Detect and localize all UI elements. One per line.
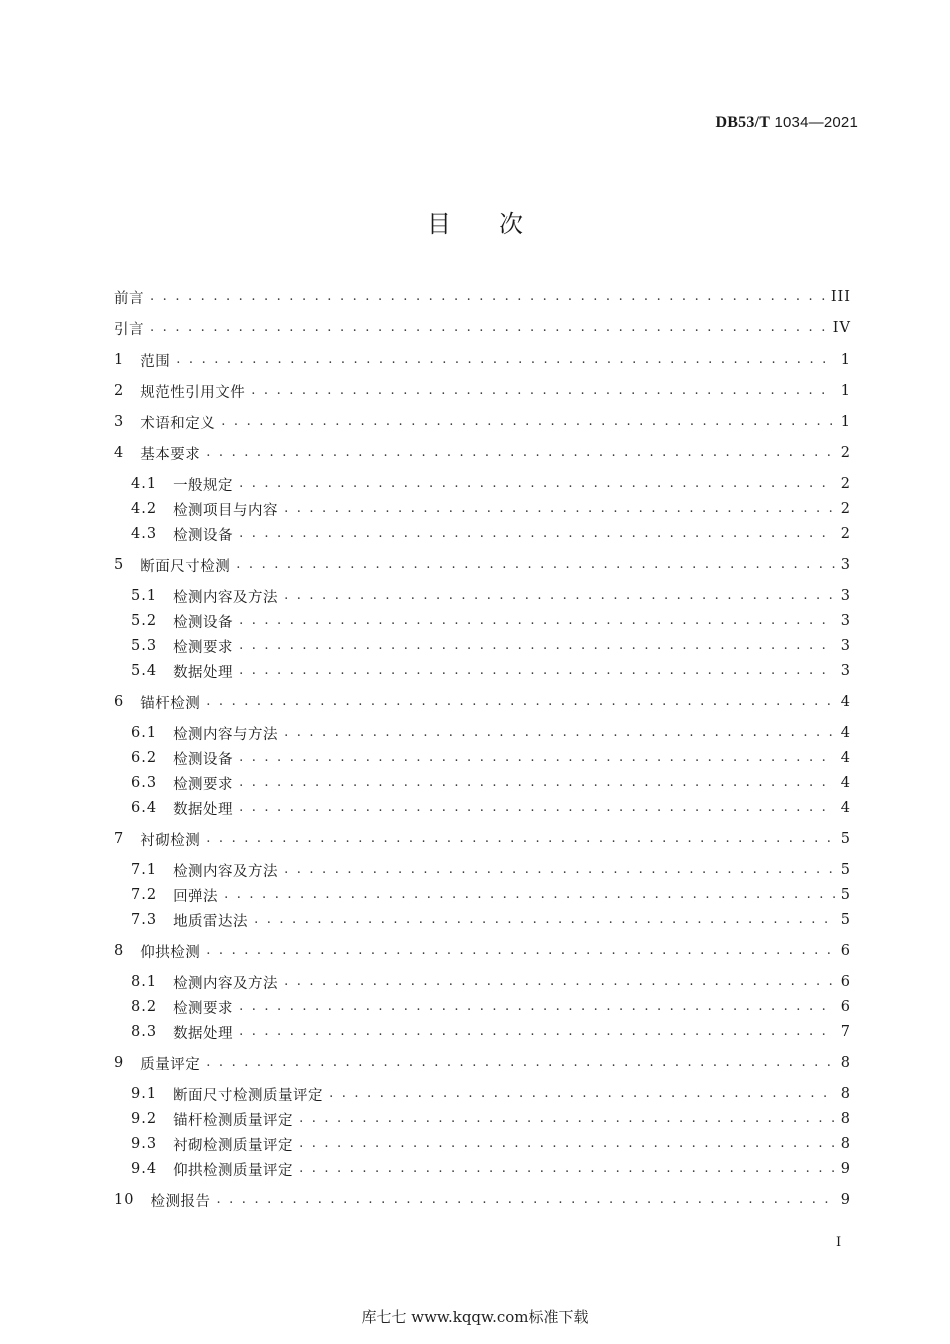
toc-dot-leader	[239, 659, 835, 683]
toc-dot-leader	[329, 1082, 835, 1106]
toc-entry-number: 1	[114, 352, 125, 368]
toc-entry[interactable]	[131, 522, 851, 546]
toc-entry-label: 数据处理	[173, 1025, 234, 1042]
toc-entry[interactable]	[114, 348, 851, 372]
toc-entry-page: 3	[840, 663, 851, 679]
toc-entry-number: 8	[114, 943, 125, 959]
toc-entry[interactable]	[131, 1132, 851, 1156]
toc-entry-page: III	[830, 289, 851, 305]
toc-dot-leader	[251, 379, 835, 403]
toc-entry-number: 6.4	[131, 800, 158, 816]
document-code	[716, 114, 858, 132]
toc-entry-page: 5	[840, 862, 851, 878]
toc-entry-number: 2	[114, 383, 125, 399]
toc-entry[interactable]	[114, 827, 851, 851]
toc-entry-label: 衬砌检测	[140, 832, 201, 849]
toc-entry[interactable]	[131, 746, 851, 770]
toc-entry-page: 8	[840, 1136, 851, 1152]
toc-entry-number: 9.4	[131, 1161, 158, 1177]
toc-entry-page: 4	[840, 694, 851, 710]
toc-dot-leader	[206, 1051, 835, 1075]
toc-entry-page: 4	[840, 800, 851, 816]
toc-entry[interactable]	[131, 796, 851, 820]
toc-entry[interactable]	[131, 883, 851, 907]
toc-entry-page: 1	[840, 352, 851, 368]
toc-entry-label: 检测设备	[173, 527, 234, 544]
toc-entry-label: 断面尺寸检测	[140, 558, 231, 575]
toc-entry-page: 6	[840, 943, 851, 959]
toc-dot-leader	[239, 522, 835, 546]
toc-entry-page: 1	[840, 414, 851, 430]
toc-dot-leader	[206, 690, 835, 714]
toc-dot-leader	[206, 827, 835, 851]
toc-entry[interactable]	[114, 1188, 851, 1212]
toc-entry-label: 一般规定	[173, 477, 234, 494]
toc-entry-page: 2	[840, 476, 851, 492]
toc-dot-leader	[239, 771, 835, 795]
toc-entry-number: 5.2	[131, 613, 158, 629]
toc-entry-number: 6.1	[131, 725, 158, 741]
toc-entry-page: IV	[832, 320, 851, 336]
toc-entry-page: 2	[840, 445, 851, 461]
toc-dot-leader	[224, 883, 835, 907]
toc-entry-label: 检测内容及方法	[173, 863, 279, 880]
toc-dot-leader	[299, 1157, 835, 1181]
toc-entry[interactable]	[114, 379, 851, 403]
toc-entry[interactable]	[131, 497, 851, 521]
toc-dot-leader	[299, 1107, 835, 1131]
toc-entry-page: 3	[840, 557, 851, 573]
toc-entry-page: 9	[840, 1192, 851, 1208]
toc-entry-number: 7.3	[131, 912, 158, 928]
toc-dot-leader	[239, 796, 835, 820]
toc-dot-leader	[221, 410, 835, 434]
toc-entry-label: 引言	[114, 321, 144, 338]
toc-entry[interactable]	[131, 1107, 851, 1131]
toc-entry-number: 10	[114, 1192, 135, 1208]
toc-entry-number: 5	[114, 557, 125, 573]
toc-entry[interactable]	[131, 970, 851, 994]
toc-entry-number: 5.3	[131, 638, 158, 654]
toc-entry-number: 7.2	[131, 887, 158, 903]
toc-entry-number: 4.3	[131, 526, 158, 542]
toc-dot-leader	[239, 609, 835, 633]
toc-entry[interactable]	[114, 939, 851, 963]
toc-entry-page: 8	[840, 1111, 851, 1127]
toc-entry-number: 8.3	[131, 1024, 158, 1040]
toc-entry[interactable]	[131, 609, 851, 633]
toc-entry-page: 5	[840, 831, 851, 847]
toc-entry-label: 前言	[114, 290, 144, 307]
toc-dot-leader	[206, 441, 835, 465]
toc-dot-leader	[150, 316, 827, 340]
toc-entry-page: 3	[840, 588, 851, 604]
toc-entry[interactable]	[131, 1020, 851, 1044]
toc-dot-leader	[239, 634, 835, 658]
toc-entry-label: 锚杆检测	[140, 695, 201, 712]
toc-entry[interactable]	[131, 659, 851, 683]
page-title-char: 目	[427, 210, 451, 238]
toc-entry[interactable]	[131, 1082, 851, 1106]
toc-entry-label: 衬砌检测质量评定	[173, 1137, 294, 1154]
toc-entry-page: 9	[840, 1161, 851, 1177]
toc-dot-leader	[299, 1132, 835, 1156]
toc-entry-label: 检测要求	[173, 639, 234, 656]
toc-entry-label: 地质雷达法	[173, 913, 249, 930]
toc-entry-label: 断面尺寸检测质量评定	[173, 1087, 324, 1104]
toc-entry-page: 2	[840, 501, 851, 517]
document-code-prefix: DB53/T	[715, 114, 771, 131]
toc-entry-label: 检测设备	[173, 751, 234, 768]
toc-entry-label: 术语和定义	[140, 415, 216, 432]
toc-entry[interactable]	[131, 1157, 851, 1181]
toc-entry-number: 9.1	[131, 1086, 158, 1102]
toc-entry-number: 4	[114, 445, 125, 461]
toc-entry-number: 5.1	[131, 588, 158, 604]
toc-entry-page: 6	[840, 974, 851, 990]
toc-entry[interactable]	[131, 721, 851, 745]
toc-dot-leader	[150, 285, 825, 309]
toc-entry-page: 8	[840, 1055, 851, 1071]
toc-entry-label: 规范性引用文件	[140, 384, 246, 401]
toc-entry[interactable]	[114, 410, 851, 434]
toc-entry-page: 3	[840, 638, 851, 654]
toc-entry-label: 检测项目与内容	[173, 502, 279, 519]
toc-dot-leader	[284, 497, 835, 521]
toc-entry-label: 锚杆检测质量评定	[173, 1112, 294, 1129]
toc-dot-leader	[284, 970, 835, 994]
toc-entry[interactable]	[114, 441, 851, 465]
toc-entry-label: 检测内容及方法	[173, 975, 279, 992]
page-title	[0, 204, 950, 239]
toc-entry-number: 9.2	[131, 1111, 158, 1127]
toc-entry-number: 5.4	[131, 663, 158, 679]
toc-entry-label: 检测内容及方法	[173, 589, 279, 606]
toc-dot-leader	[176, 348, 835, 372]
footer-watermark: 库七七 www.kqqw.com标准下载	[361, 1308, 589, 1326]
toc-entry[interactable]	[114, 553, 851, 577]
toc-dot-leader	[284, 721, 835, 745]
toc-entry-page: 1	[840, 383, 851, 399]
toc-entry[interactable]	[131, 908, 851, 932]
toc-dot-leader	[239, 472, 835, 496]
toc-entry-label: 仰拱检测质量评定	[173, 1162, 294, 1179]
toc-dot-leader	[236, 553, 835, 577]
toc-entry[interactable]	[131, 995, 851, 1019]
toc-entry-number: 7	[114, 831, 125, 847]
toc-dot-leader	[284, 858, 835, 882]
document-code-number: 1034—2021	[774, 114, 858, 131]
toc-dot-leader	[284, 584, 835, 608]
toc-entry-number: 6.3	[131, 775, 158, 791]
toc-entry-label: 数据处理	[173, 664, 234, 681]
toc-entry-page: 6	[840, 999, 851, 1015]
toc-entry-page: 3	[840, 613, 851, 629]
toc-dot-leader	[216, 1188, 834, 1212]
toc-entry-label: 基本要求	[140, 446, 201, 463]
toc-entry[interactable]	[131, 584, 851, 608]
toc-entry-page: 4	[840, 750, 851, 766]
toc-entry-number: 7.1	[131, 862, 158, 878]
page-number: I	[836, 1235, 842, 1250]
toc-entry-page: 8	[840, 1086, 851, 1102]
toc-dot-leader	[239, 1020, 835, 1044]
toc-dot-leader	[254, 908, 835, 932]
toc-entry-page: 2	[840, 526, 851, 542]
toc-entry-page: 5	[840, 887, 851, 903]
toc-entry-page: 4	[840, 725, 851, 741]
toc-entry[interactable]	[131, 634, 851, 658]
toc-entry-label: 范围	[140, 353, 171, 370]
toc-entry[interactable]	[131, 858, 851, 882]
toc-entry-label: 检测设备	[173, 614, 234, 631]
toc-entry-number: 4.1	[131, 476, 158, 492]
toc-entry-number: 4.2	[131, 501, 158, 517]
page-title-char: 次	[499, 210, 523, 238]
toc-entry-page: 4	[840, 775, 851, 791]
toc-entry-label: 检测要求	[173, 776, 234, 793]
toc-entry-page: 7	[840, 1024, 851, 1040]
toc-entry-page: 5	[840, 912, 851, 928]
toc-entry[interactable]	[131, 771, 851, 795]
toc-entry[interactable]	[114, 316, 851, 340]
toc-entry-number: 6	[114, 694, 125, 710]
toc-entry-label: 检测要求	[173, 1000, 234, 1017]
toc-entry[interactable]	[114, 1051, 851, 1075]
toc-entry-number: 8.1	[131, 974, 158, 990]
toc-entry-label: 数据处理	[173, 801, 234, 818]
toc-entry-number: 6.2	[131, 750, 158, 766]
toc-entry[interactable]	[114, 690, 851, 714]
toc-entry[interactable]	[114, 285, 851, 309]
toc-entry-label: 回弹法	[173, 888, 219, 905]
toc-entry-number: 8.2	[131, 999, 158, 1015]
toc-entry-label: 检测内容与方法	[173, 726, 279, 743]
toc-dot-leader	[239, 995, 835, 1019]
toc-entry-label: 质量评定	[140, 1056, 201, 1073]
toc-entry[interactable]	[131, 472, 851, 496]
toc-entry-label: 仰拱检测	[140, 944, 201, 961]
toc-entry-number: 9	[114, 1055, 125, 1071]
toc-entry-label: 检测报告	[150, 1193, 211, 1210]
toc-entry-number: 3	[114, 414, 125, 430]
toc-entry-number: 9.3	[131, 1136, 158, 1152]
toc-dot-leader	[239, 746, 835, 770]
toc-dot-leader	[206, 939, 835, 963]
